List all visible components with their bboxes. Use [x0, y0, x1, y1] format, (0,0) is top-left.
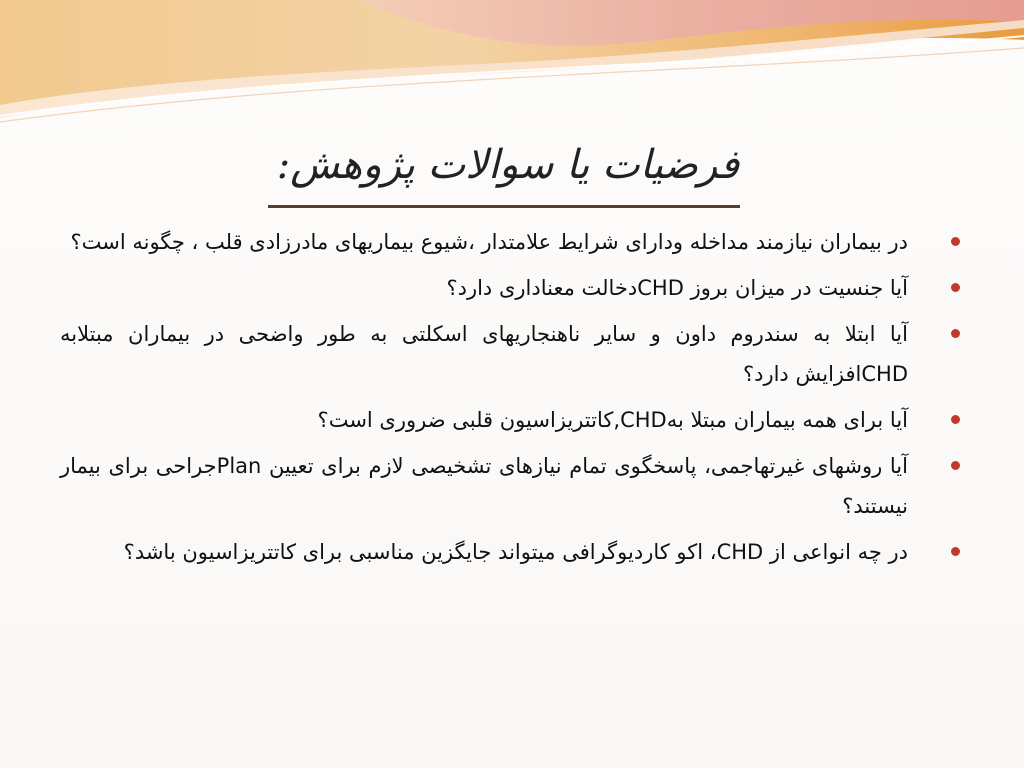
wave-header-decoration [0, 0, 1024, 130]
bullet-dot-icon [951, 283, 960, 292]
bullet-dot-icon [951, 329, 960, 338]
list-item [60, 446, 970, 526]
bullet-dot-icon [951, 237, 960, 246]
list-item [60, 268, 970, 308]
list-item [60, 222, 970, 262]
slide-title: فرضیات یا سوالات پژوهش: [276, 142, 740, 188]
bullet-text: آیا ابتلا به سندروم داون و سایر ناهنجاریهای اسکلتی به طور واضحی در بیماران مبتلابه CHDافزایش دارد؟ [60, 322, 908, 386]
bullet-text: آیا جنسیت در میزان بروز CHDدخالت معناداری دارد؟ [446, 276, 908, 300]
bullet-dot-icon [951, 547, 960, 556]
bullet-list [60, 222, 970, 578]
list-item [60, 400, 970, 440]
bullet-text: در چه انواعی از CHD، اکو کاردیوگرافی میتواند جایگزین مناسبی برای کاتتریزاسیون باشد؟ [123, 540, 908, 564]
title-underline [268, 205, 740, 208]
list-item [60, 314, 970, 394]
bullet-dot-icon [951, 461, 960, 470]
bullet-dot-icon [951, 415, 960, 424]
list-item [60, 532, 970, 572]
bullet-text: آیا برای همه بیماران مبتلا بهCHD,کاتتریزاسیون قلبی ضروری است؟ [317, 408, 908, 432]
bullet-text: آیا روشهای غیرتهاجمی، پاسخگوی تمام نیازهای تشخیصی لازم برای تعیین Planجراحی برای بیمار نیستند؟ [60, 454, 908, 518]
bullet-text: در بیماران نیازمند مداخله ودارای شرایط علامتدار ،شیوع بیماریهای مادرزادی قلب ، چگونه است؟ [70, 230, 908, 254]
